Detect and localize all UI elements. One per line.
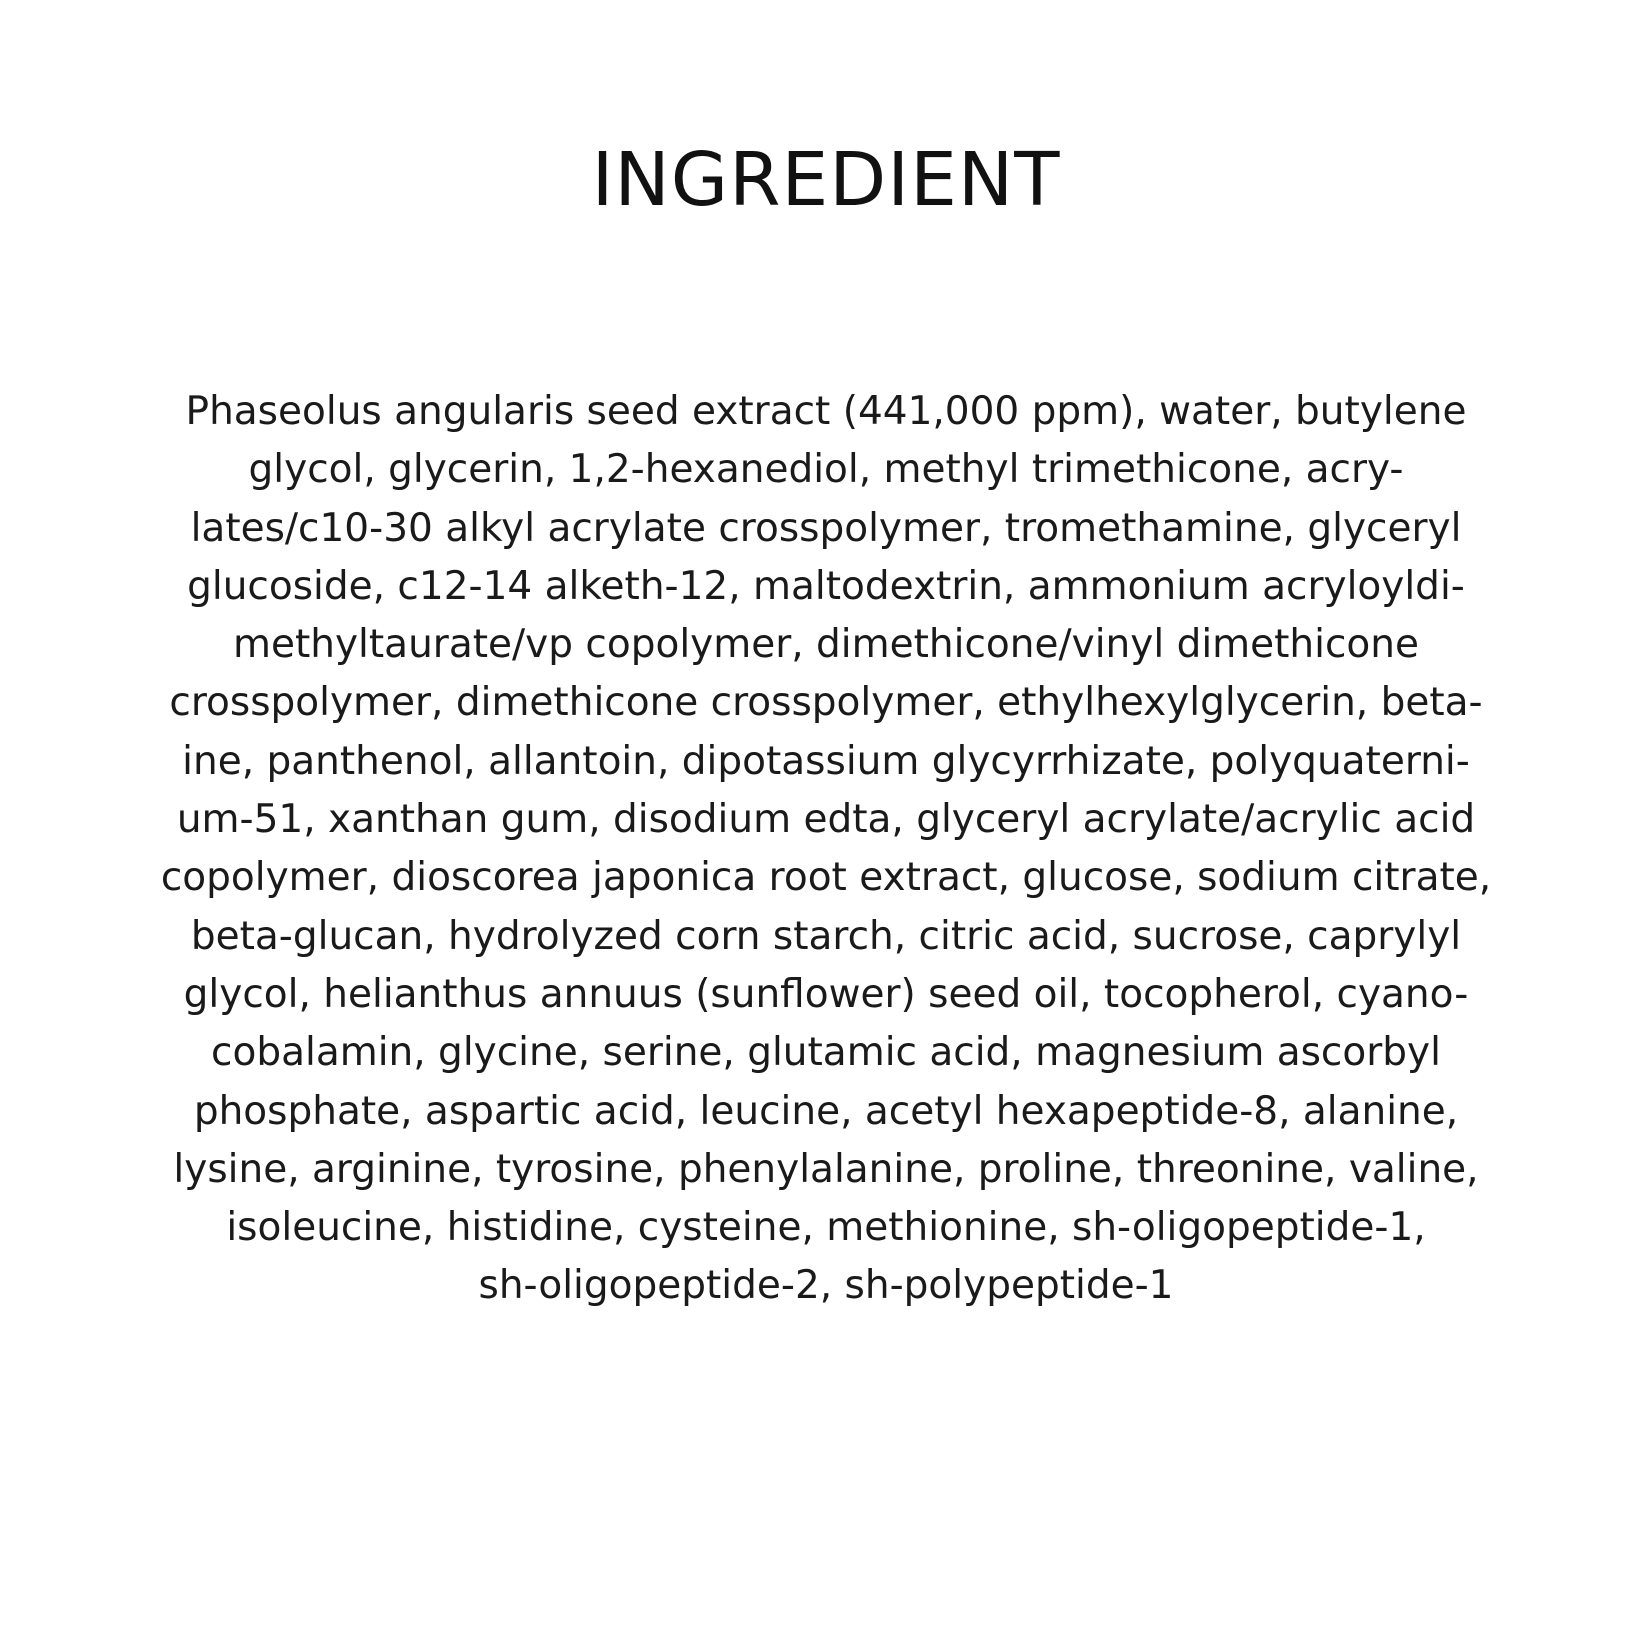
ingredient-line: glucoside, c12-14 alketh-12, maltodextrin, ammonium acryloyldi-: [187, 563, 1465, 609]
ingredient-line: isoleucine, histidine, cysteine, methionine, sh-oligopeptide-1,: [226, 1205, 1426, 1251]
ingredient-line: Phaseolus angularis seed extract (441,000 ppm), water, butylene: [185, 389, 1467, 434]
ingredient-line: methyltaurate/vp copolymer, dimethicone/vinyl dimethicone: [232, 622, 1419, 668]
ingredient-line: um-51, xanthan gum, disodium edta, glyceryl acrylate/acrylic acid: [176, 797, 1476, 843]
ingredient-line: crosspolymer, dimethicone crosspolymer, ethylhexylglycerin, beta-: [169, 680, 1483, 726]
ingredient-line: glycol, helianthus annuus (sunflower) seed oil, tocopherol, cyano-: [183, 971, 1469, 1017]
ingredient-line: copolymer, dioscorea japonica root extract, glucose, sodium citrate,: [160, 855, 1492, 901]
ingredient-line: lates/c10-30 alkyl acrylate crosspolymer, tromethamine, glyceryl: [190, 505, 1462, 551]
ingredient-line: ine, panthenol, allantoin, dipotassium glycyrrhizate, polyquaterni-: [182, 738, 1470, 784]
ingredient-line: beta-glucan, hydrolyzed corn starch, citric acid, sucrose, caprylyl: [190, 913, 1462, 959]
ingredient-line: sh-oligopeptide-2, sh-polypeptide-1: [478, 1263, 1174, 1309]
page-title: INGREDIENT: [591, 137, 1061, 223]
ingredient-list: [0, 383, 1652, 1316]
ingredient-line: phosphate, aspartic acid, leucine, acetyl hexapeptide-8, alanine,: [193, 1088, 1459, 1134]
ingredient-line: cobalamin, glycine, serine, glutamic acid, magnesium ascorbyl: [211, 1030, 1441, 1076]
ingredient-line: glycol, glycerin, 1,2-hexanediol, methyl trimethicone, acry-: [248, 447, 1404, 493]
ingredient-line: lysine, arginine, tyrosine, phenylalanine, proline, threonine, valine,: [173, 1146, 1479, 1192]
